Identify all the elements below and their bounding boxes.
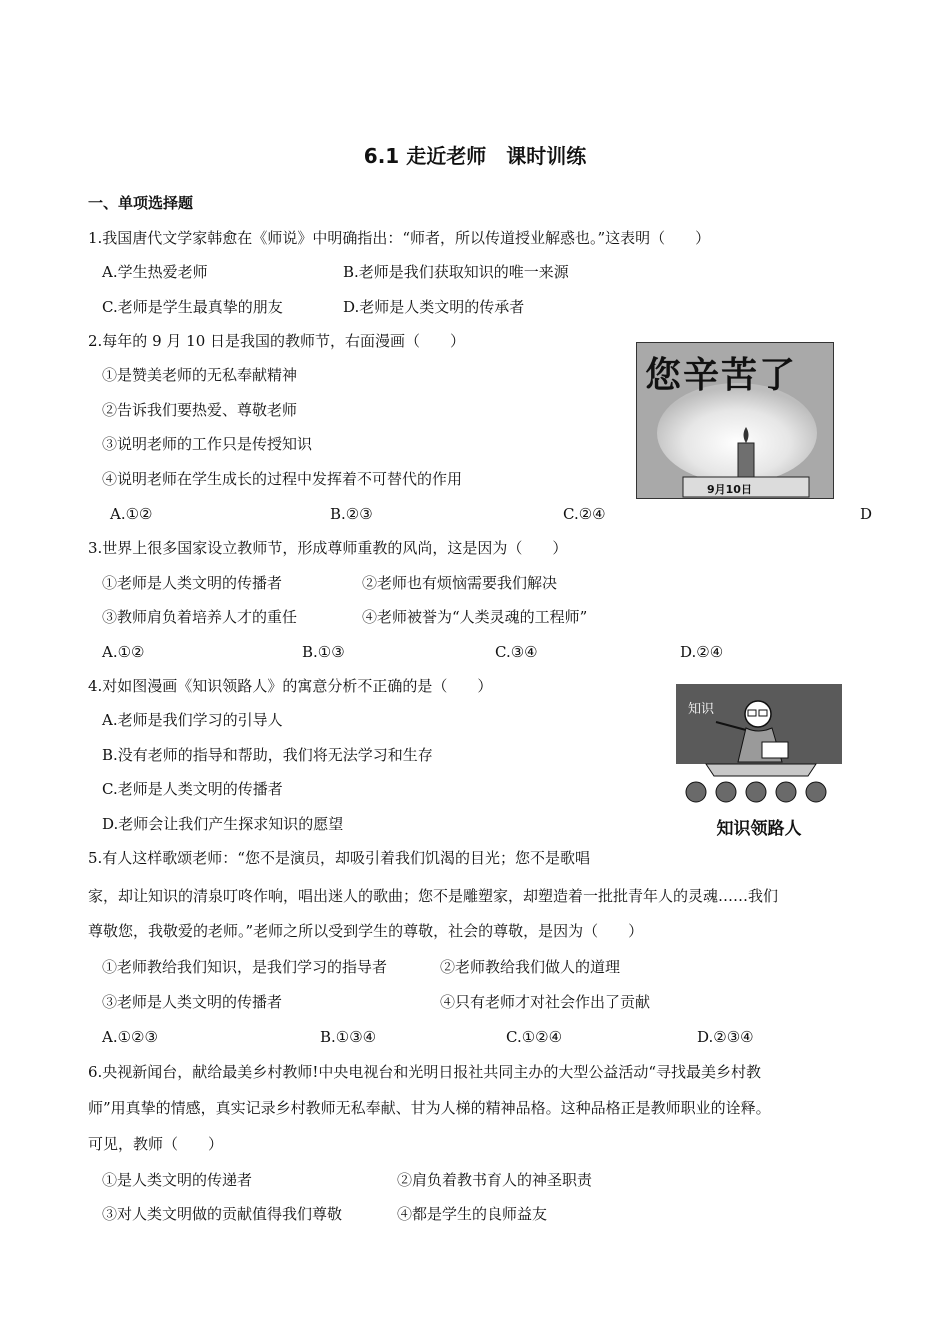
q4-option-c: C.老师是人类文明的传播者	[102, 780, 283, 798]
question-1-stem: 1.我国唐代文学家韩愈在《师说》中明确指出：“师者，所以传道授业解惑也。”这表明（ ）	[88, 229, 711, 247]
knowledge-guide-cartoon	[676, 684, 842, 846]
q1-option-c: C.老师是学生最真挚的朋友	[102, 298, 283, 316]
q2-option-b: B.②③	[330, 505, 373, 523]
q3-statement-4: ④老师被誉为“人类灵魂的工程师”	[362, 608, 588, 626]
q2-statement-3: ③说明老师的工作只是传授知识	[102, 435, 313, 453]
q5-option-b: B.①③④	[320, 1028, 377, 1046]
question-6-line-1: 6.央视新闻台，献给最美乡村教师!中央电视台和光明日报社共同主办的大型公益活动“寻找最美乡村教	[88, 1063, 762, 1081]
q1-option-d: D.老师是人类文明的传承者	[343, 298, 525, 316]
q5-statement-4: ④只有老师才对社会作出了贡献	[440, 993, 651, 1011]
q2-option-c: C.②④	[563, 505, 606, 523]
page-title: 6.1 走近老师 课时训练	[363, 144, 587, 168]
section-heading: 一、单项选择题	[88, 194, 194, 212]
q5-statement-2: ②老师教给我们做人的道理	[440, 958, 621, 976]
q4-option-a: A.老师是我们学习的引导人	[102, 711, 283, 729]
question-4-stem: 4.对如图漫画《知识领路人》的寓意分析不正确的是（ ）	[88, 677, 493, 695]
q2-statement-2: ②告诉我们要热爱、尊敬老师	[102, 401, 298, 419]
cartoon-caption: 知识领路人	[716, 819, 802, 839]
q3-option-d: D.②④	[680, 643, 724, 661]
q3-option-b: B.①③	[302, 643, 345, 661]
q1-option-a: A.学生热爱老师	[102, 263, 208, 281]
cartoon-date-label: 9月10日	[707, 483, 752, 496]
q3-statement-3: ③教师肩负着培养人才的重任	[102, 608, 298, 626]
question-5-line-2: 家，却让知识的清泉叮咚作响，唱出迷人的歌曲；您不是雕塑家，却塑造着一批批青年人的灵魂……我们	[88, 887, 779, 905]
q6-statement-1: ①是人类文明的传递者	[102, 1171, 253, 1189]
q2-statement-1: ①是赞美老师的无私奉献精神	[102, 366, 298, 384]
cartoon-board-text: 知识	[688, 702, 715, 717]
q3-option-c: C.③④	[495, 643, 538, 661]
q3-option-a: A.①②	[102, 643, 145, 661]
q3-statement-1: ①老师是人类文明的传播者	[102, 574, 283, 592]
q5-statement-1: ①老师教给我们知识，是我们学习的指导者	[102, 958, 388, 976]
question-2-stem: 2.每年的 9 月 10 日是我国的教师节，右面漫画（ ）	[88, 332, 466, 350]
q6-statement-2: ②肩负着教书育人的神圣职责	[397, 1171, 593, 1189]
question-6-line-2: 师”用真挚的情感，真实记录乡村教师无私奉献、甘为人梯的精神品格。这种品格正是教师职业的诠释。	[88, 1099, 771, 1117]
q2-statement-4: ④说明老师在学生成长的过程中发挥着不可替代的作用	[102, 470, 463, 488]
question-3-stem: 3.世界上很多国家设立教师节，形成尊师重教的风尚，这是因为（ ）	[88, 539, 568, 557]
q2-option-a: A.①②	[110, 505, 153, 523]
q3-statement-2: ②老师也有烦恼需要我们解决	[362, 574, 558, 592]
question-6-line-3: 可见，教师（ ）	[88, 1135, 224, 1153]
q6-statement-3: ③对人类文明做的贡献值得我们尊敬	[102, 1205, 343, 1223]
q1-option-b: B.老师是我们获取知识的唯一来源	[343, 263, 569, 281]
q6-statement-4: ④都是学生的良师益友	[397, 1205, 548, 1223]
q2-option-d: D	[860, 505, 873, 523]
q4-option-b: B.没有老师的指导和帮助，我们将无法学习和生存	[102, 746, 433, 764]
q5-statement-3: ③老师是人类文明的传播者	[102, 993, 283, 1011]
q5-option-a: A.①②③	[102, 1028, 158, 1046]
question-5-line-1: 5.有人这样歌颂老师：“您不是演员，却吸引着我们饥渴的目光；您不是歌唱	[88, 849, 590, 867]
question-5-line-3: 尊敬您，我敬爱的老师。”老师之所以受到学生的尊敬，社会的尊敬，是因为（ ）	[88, 922, 644, 940]
q5-option-c: C.①②④	[506, 1028, 563, 1046]
teachers-day-cartoon	[636, 342, 834, 499]
q5-option-d: D.②③④	[697, 1028, 754, 1046]
cartoon-caption: 您辛苦了	[645, 355, 798, 396]
q4-option-d: D.老师会让我们产生探求知识的愿望	[102, 815, 344, 833]
